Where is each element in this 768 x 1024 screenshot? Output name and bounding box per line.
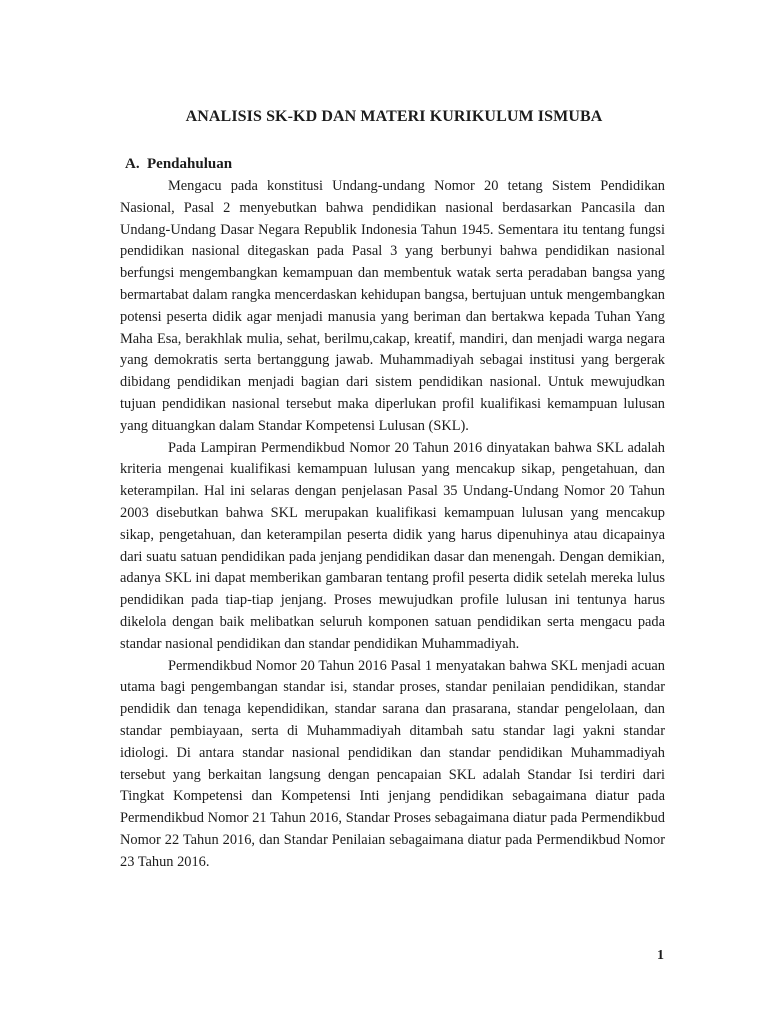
body-text [120, 176, 665, 874]
paragraph-3: Permendikbud Nomor 20 Tahun 2016 Pasal 1 menyatakan bahwa SKL menjadi acuan utama bagi pengembangan standar isi, standar proses, standar penilaian pendidikan, standar pendidik dan tenaga kependidikan, standar sarana dan prasarana, standar pengelolaan, dan standar pembiayaan, serta di Muhammadiyah ditambah satu standar lagi yakni standar idiologi. Di antara standar nasional pendidikan dan standar pendidikan Muhammadiyah tersebut yang berkaitan langsung dengan pencapaian SKL adalah Standar Isi terdiri dari Tingkat Kompetensi dan Kompetensi Inti jenjang pendidikan sebagaimana diatur pada Permendikbud Nomor 21 Tahun 2016, Standar Proses sebagaimana diatur pada Permendikbud Nomor 22 Tahun 2016, dan Standar Penilaian sebagaimana diatur pada Permendikbud Nomor 23 Tahun 2016. [120, 657, 665, 870]
page-number: 1 [657, 948, 664, 963]
paragraph-2: Pada Lampiran Permendikbud Nomor 20 Tahun 2016 dinyatakan bahwa SKL adalah kriteria mengenai kualifikasi kemampuan lulusan yang mencakup sikap, pengetahuan, dan keterampilan. Hal ini selaras dengan penjelasan Pasal 35 Undang-Undang Nomor 20 Tahun 2003 disebutkan bahwa SKL merupakan kualifikasi kemampuan lulusan yang mencakup sikap, pengetahuan, dan keterampilan peserta didik yang harus dipenuhinya atau dicapainya dari suatu satuan pendidikan pada jenjang pendidikan dasar dan menengah. Dengan demikian, adanya SKL ini dapat memberikan gambaran tentang profil peserta didik setelah mereka lulus pendidikan pada tiap-tiap jenjang. Proses mewujudkan profile lulusan ini tentunya harus dikelola dengan baik melibatkan seluruh komponen satuan pendidikan serta mengacu pada standar nasional pendidikan dan standar pendidikan Muhammadiyah. [120, 439, 665, 652]
paragraph-1: Mengacu pada konstitusi Undang-undang Nomor 20 tetang Sistem Pendidikan Nasional, Pasal 2 menyebutkan bahwa pendidikan nasional berdasarkan Pancasila dan Undang-Undang Dasar Negara Republik Indonesia Tahun 1945. Sementara itu tentang fungsi pendidikan nasional ditegaskan pada Pasal 3 yang berbunyi bahwa pendidikan nasional berfungsi mengembangkan kemampuan dan membentuk watak serta peradaban bangsa yang bermartabat dalam rangka mencerdaskan kehidupan bangsa, bertujuan untuk mengembangkan potensi peserta didik agar menjadi manusia yang beriman dan bertakwa kepada Tuhan Yang Maha Esa, berakhlak mulia, sehat, berilmu,cakap, kreatif, mandiri, dan menjadi warga negara yang demokratis serta bertanggung jawab. Muhammadiyah sebagai institusi yang bergerak dibidang pendidikan menjadi bagian dari sistem pendidikan nasional. Untuk mewujudkan tujuan pendidikan nasional tersebut maka diperlukan profil kualifikasi kemampuan lulusan yang dituangkan dalam Standar Kompetensi Lulusan (SKL). [120, 178, 665, 434]
document-title: ANALISIS SK-KD DAN MATERI KURIKULUM ISMUBA [185, 108, 603, 125]
section-title: Pendahuluan [147, 156, 233, 172]
section-heading [125, 156, 232, 173]
section-number: A. [125, 156, 140, 172]
